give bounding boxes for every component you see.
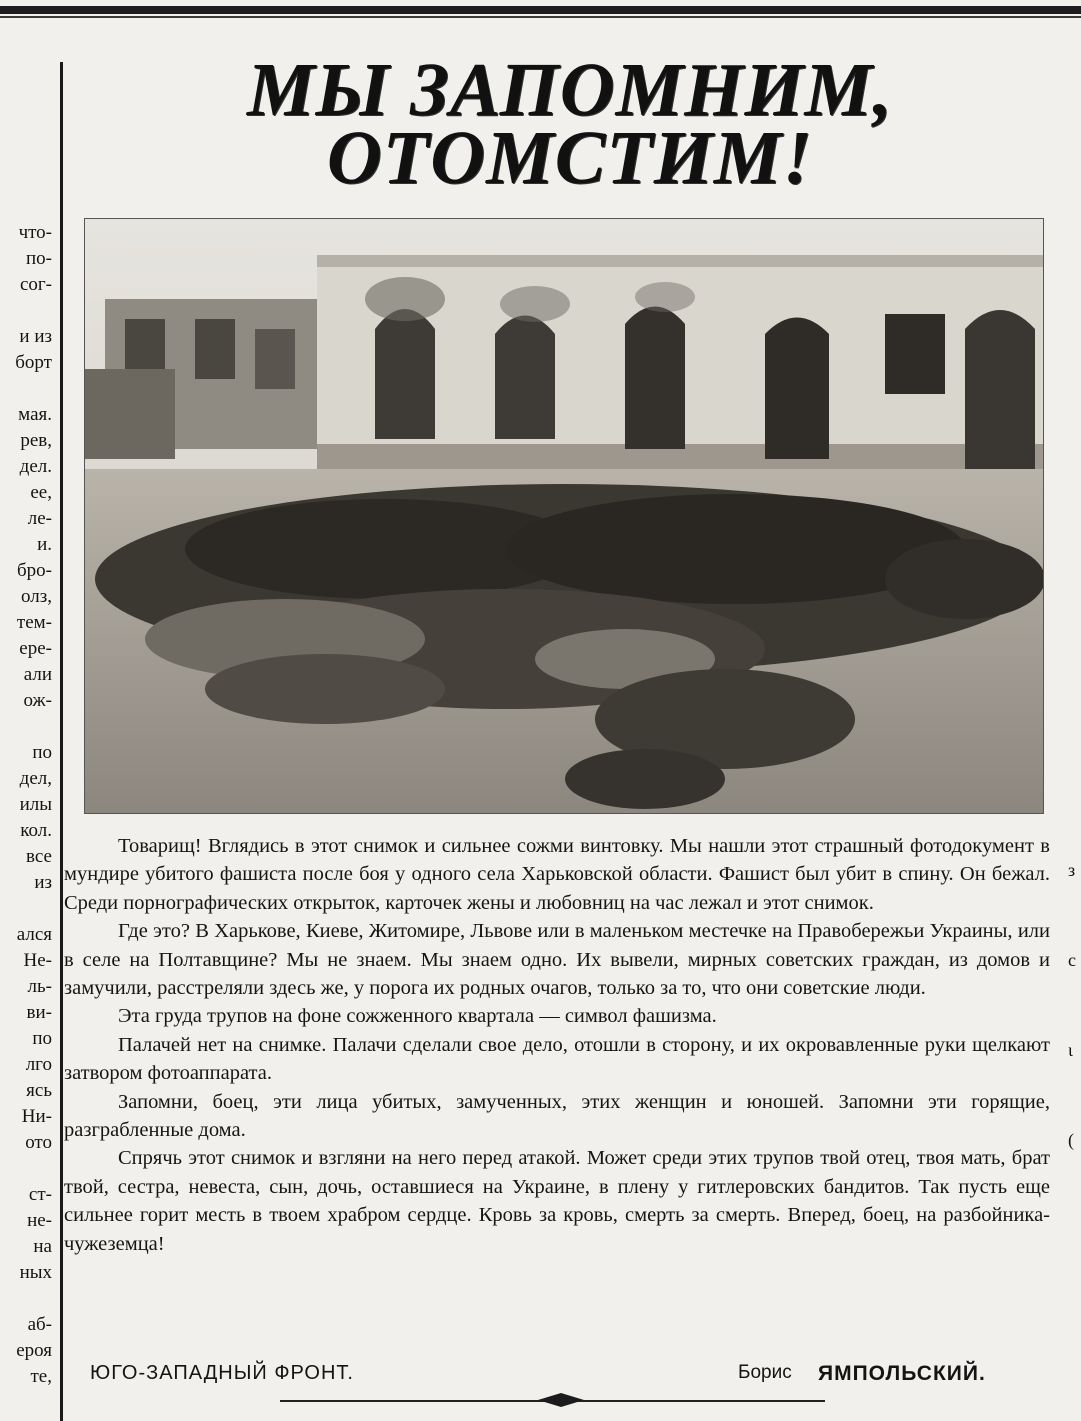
photo-illustration bbox=[85, 219, 1043, 813]
left-column-fragment-line: по bbox=[32, 742, 52, 763]
left-column-fragment-line: тем- bbox=[16, 612, 52, 633]
left-column-fragment-line: ался bbox=[16, 924, 52, 945]
left-column-fragment-line: из bbox=[34, 872, 52, 893]
top-column-rule bbox=[0, 6, 1081, 14]
left-column-fragment-line: ото bbox=[25, 1132, 52, 1153]
signature-author-last-name: ЯМПОЛЬСКИЙ. bbox=[818, 1362, 986, 1385]
article-paragraph: Где это? В Харькове, Киеве, Житомире, Львове или в маленьком местечке на Правобережьи Украины, или в селе на Полтавщине? Мы не знаем. Мы знаем одно. Их вывели, мирных советских граждан, из домов и замучили, расстреляли здесь же, у порога их родных очагов, только за то, что они советские люди. bbox=[64, 920, 1050, 1000]
left-column-fragment-line: лго bbox=[25, 1054, 52, 1075]
left-column-fragment-line: Не- bbox=[23, 950, 52, 971]
headline-line-1: МЫ ЗАПОМНИМ, bbox=[246, 48, 894, 132]
left-column-fragment-line: ее, bbox=[30, 482, 52, 503]
article-photo bbox=[84, 218, 1044, 814]
left-column-fragment-line: ст- bbox=[28, 1184, 52, 1205]
article-paragraph: Запомни, боец, эти лица убитых, замученных, этих женщин и юношей. Запомни эти горящие, разграбленные дома. bbox=[64, 1090, 1050, 1142]
right-column-fragment-line: ι bbox=[1068, 1040, 1073, 1060]
left-column-fragment-line: ви- bbox=[26, 1002, 52, 1023]
right-column-fragment-line: ( bbox=[1068, 1130, 1074, 1150]
left-column-fragment-line: все bbox=[26, 846, 52, 867]
left-column-fragment-line: по bbox=[32, 1028, 52, 1049]
top-column-rule-thin bbox=[0, 16, 1081, 18]
left-column-fragment-line: и из bbox=[19, 326, 52, 347]
left-column-fragment-line: илы bbox=[19, 794, 52, 815]
left-column-fragment-line: сог- bbox=[19, 274, 52, 295]
article-paragraph: Товарищ! Вглядись в этот снимок и сильнее сожми винтовку. Мы нашли этот страшный фотодокумент в мундире убитого фашиста после боя у одного села Харьковской области. Фашист был убит в спину. Он бежал. Среди порнографических открыток, карточек жены и любовниц на час лежал и этот снимок. bbox=[64, 835, 1050, 914]
left-column-fragment-line: кол. bbox=[20, 820, 52, 841]
left-column-fragment-line: что- bbox=[18, 222, 52, 243]
right-column-fragment-line: з bbox=[1068, 860, 1076, 880]
left-column-fragment-line: олз, bbox=[21, 586, 52, 607]
article-paragraph: Спрячь этот снимок и взгляни на него перед атакой. Может среди этих трупов твой отец, твоя мать, брат твой, сестра, невеста, сын, дочь, оставшиеся на Украине, в плену у гитлеровских бандитов. Так пусть еще сильнее горит месть в твоем храбром сердце. Кровь за кровь, смерть за смерть. Вперед, боец, на разбойника-чужеземца! bbox=[64, 1147, 1050, 1255]
left-column-fragment-line: по- bbox=[26, 248, 52, 269]
left-column-fragment-line: али bbox=[23, 664, 52, 685]
right-column-fragment-line: с bbox=[1068, 950, 1076, 970]
left-column-fragment-line: на bbox=[33, 1236, 52, 1257]
left-column-fragment-line: борт bbox=[15, 352, 52, 373]
left-column-fragment-line: те, bbox=[30, 1366, 52, 1387]
left-column-fragment-line: не- bbox=[27, 1210, 52, 1231]
left-column-fragment-line: дел. bbox=[19, 456, 52, 477]
end-ornament bbox=[538, 1393, 584, 1407]
signature-author-first-name: Борис bbox=[738, 1362, 792, 1383]
headline-line-2: ОТОМСТИМ! bbox=[326, 116, 814, 200]
left-column-fragment-line: и. bbox=[37, 534, 52, 555]
left-column-fragment-line: ле- bbox=[27, 508, 52, 529]
left-column-fragment-line: ясь bbox=[26, 1080, 52, 1101]
left-column-fragment-line: бро- bbox=[17, 560, 52, 581]
left-column-fragment-line: ль- bbox=[27, 976, 52, 997]
left-column-fragment-line: рев, bbox=[20, 430, 52, 451]
left-column-fragment-line: ероя bbox=[16, 1340, 52, 1361]
left-column-fragment-line: ож- bbox=[23, 690, 52, 711]
left-column-fragment-line: ере- bbox=[19, 638, 52, 659]
article-paragraph: Палачей нет на снимке. Палачи сделали свое дело, отошли в сторону, и их окровавленные руки щелкают затвором фотоаппарата. bbox=[64, 1033, 1050, 1085]
signature-front: ЮГО-ЗАПАДНЫЙ ФРОНТ. bbox=[90, 1362, 354, 1384]
left-column-fragment-line: аб- bbox=[27, 1314, 52, 1335]
left-column-fragment-line: Ни- bbox=[21, 1106, 52, 1127]
left-column-fragment-line: дел, bbox=[19, 768, 52, 789]
article-signature bbox=[64, 1362, 1050, 1394]
article-paragraph: Эта груда трупов на фоне сожженного квартала — символ фашизма. bbox=[118, 1005, 717, 1028]
column-divider-rule bbox=[60, 62, 63, 1421]
article-body bbox=[64, 832, 1050, 1258]
left-column-fragment-line: мая. bbox=[18, 404, 52, 425]
left-column-fragment-line: ных bbox=[19, 1262, 52, 1283]
